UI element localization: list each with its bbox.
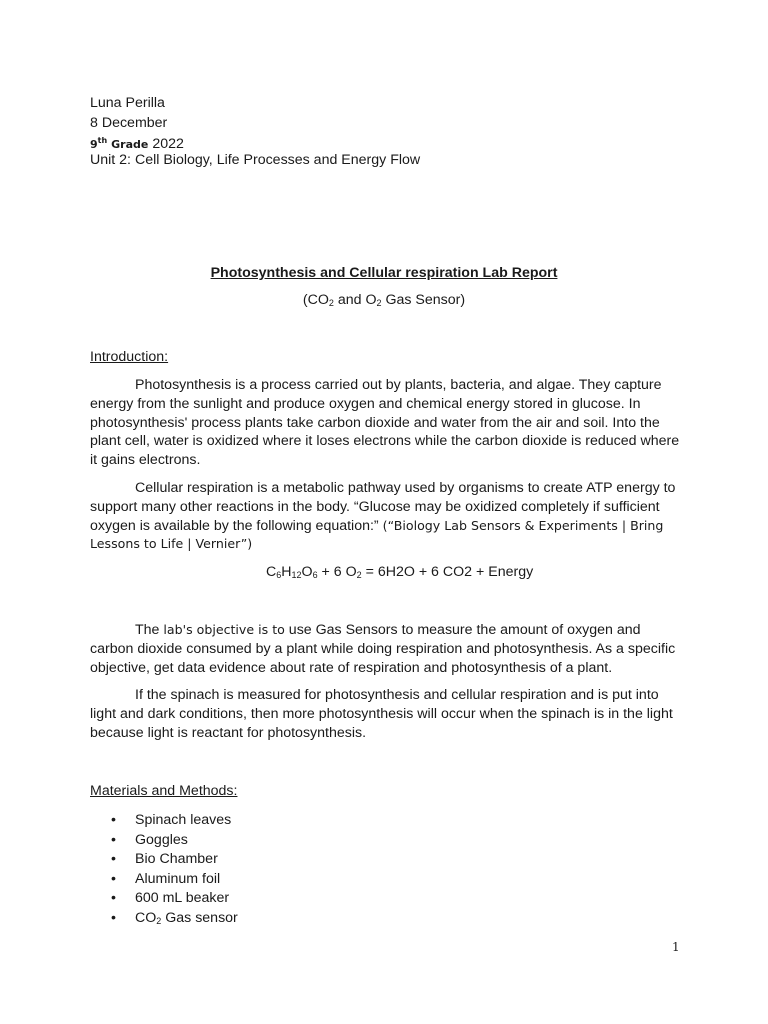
citation: (“Biology Lab Sensors & Experiments | Bring Lessons to Life | Vernier”) — [90, 517, 664, 552]
report-date: 8 December — [90, 115, 168, 131]
introduction-heading: Introduction: — [90, 349, 169, 365]
bullet-icon: • — [111, 909, 116, 926]
list-item: • Spinach leaves — [111, 812, 232, 828]
report-title: Photosynthesis and Cellular respiration Lab Report — [210, 265, 558, 281]
list-item: • Bio Chamber — [111, 851, 218, 867]
intro-paragraph-hypothesis: If the spinach is measured for photosynthesis and cellular respiration and is put into light and dark conditions, then more photosynthesis will occur when the spinach is in the light because light is reactant for photosynthesis. — [90, 687, 673, 741]
bullet-icon: • — [111, 851, 116, 867]
report-year: 2022 — [152, 136, 184, 152]
bullet-icon: • — [111, 831, 116, 848]
report-subtitle: ($CO_2$ and $O_2$ Gas Sensor) — [302, 292, 466, 308]
author-name: Luna Perilla — [90, 95, 165, 111]
page-number: 1 — [672, 940, 680, 954]
bullet-icon: • — [111, 812, 116, 828]
grade-word: Grade — [111, 138, 149, 151]
grade-number: 9 — [90, 138, 98, 151]
intro-paragraph-objective: The lab's objective is to use Gas Sensors to measure the amount of oxygen and carbon dioxide consumed by a plant while doing respiration and photosynthesis. As a specific objective, get data evidence about rate of respiration and photosynthesis of a plant. — [90, 622, 676, 676]
grade-suffix: th — [97, 136, 108, 145]
list-item: • $CO_2$ Gas sensor — [111, 909, 238, 926]
materials-list — [90, 811, 238, 928]
list-item: • Aluminum foil — [111, 870, 221, 887]
respiration-equation: $C_6H_{12}O_6 + 6$ $O_2 = 6H2O + 6$ CO2 + Energy — [266, 564, 534, 580]
materials-heading: Materials and Methods: — [90, 783, 238, 799]
list-item: • 600 mL beaker — [111, 890, 230, 906]
bullet-icon: • — [111, 870, 116, 887]
intro-paragraph-respiration: Cellular respiration is a metabolic pathway used by organisms to create ATP energy to support many other reactions in the body. “Glucose may be oxidized completely if sufficient oxygen is available by the following equation:” (“Biology Lab Sensors & Experiments | Bring Lessons to Life | Vernier”) — [90, 480, 676, 552]
intro-paragraph-photosynthesis: Photosynthesis is a process carried out by plants, bacteria, and algae. They capture energy from the sunlight and produce oxygen and chemical energy stored in glucose. In photosynthesis' process plants take carbon dioxide and water from the air and soil. Into the plant cell, water is oxidized where it loses electrons while the carbon dioxide is reduced where it gains electrons. — [90, 377, 680, 469]
list-item: • Goggles — [111, 831, 188, 848]
unit-title: Unit 2: Cell Biology, Life Processes and Energy Flow — [90, 152, 421, 168]
bullet-icon: • — [111, 890, 116, 906]
